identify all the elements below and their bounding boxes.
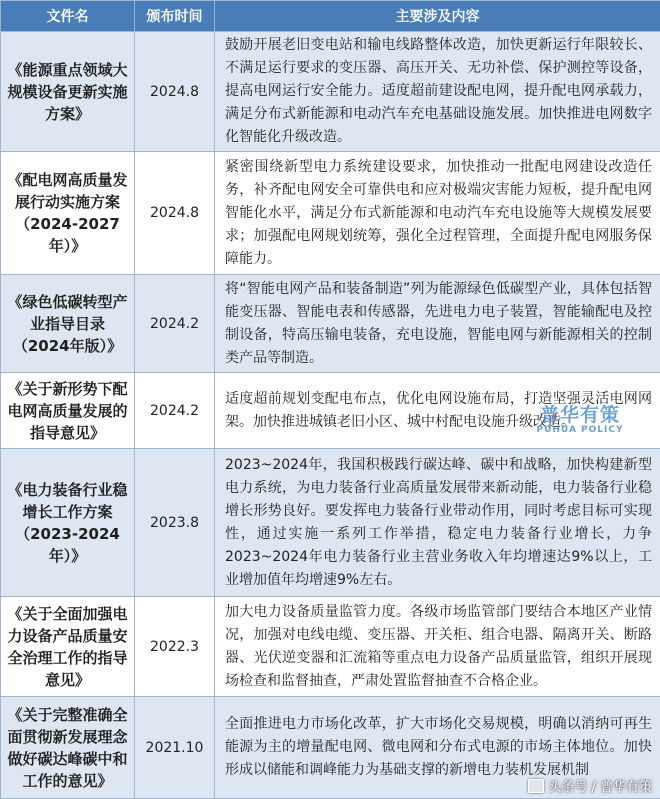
- row-file-name: 《配电网高质量发展行动实施方案（2024-2027年）》: [1, 152, 135, 275]
- table-row: [1, 597, 660, 697]
- table-header-row: [1, 1, 660, 32]
- brand-watermark-cn: 普华有策: [539, 404, 620, 426]
- header-content: 主要涉及内容: [215, 1, 660, 32]
- row-file-name: 《电力装备行业稳增长工作方案（2023-2024年）》: [1, 449, 135, 597]
- row-file-name: 《关于全面加强电力设备产品质量安全治理工作的指导意见》: [1, 597, 135, 697]
- row-date: 2022.3: [135, 597, 215, 697]
- row-date: 2024.2: [135, 275, 215, 373]
- row-date: 2024.2: [135, 373, 215, 449]
- row-file-name: 《关于完整准确全面贯彻新发展理念做好碳达峰碳中和工作的意见》: [1, 697, 135, 799]
- table-row: [1, 275, 660, 373]
- brand-watermark-en: PUHUA POLICY: [536, 425, 624, 435]
- header-date: 颁布时间: [135, 1, 215, 32]
- table-row: [1, 152, 660, 275]
- row-content: 紧密围绕新型电力系统建设要求，加快推动一批配电网建设改造任务，补齐配电网安全可靠供电和应对极端灾害能力短板，提升配电网智能化水平，满足分布式新能源和电动汽车充电设施等大规模发展要求；加强配电网规划统筹，强化全过程管理，全面提升配电网服务保障能力。: [215, 152, 660, 275]
- row-content: 将“智能电网产品和装备制造”列为能源绿色低碳型产业，具体包括智能变压器、智能电表和传感器，先进电力电子装置，智能输配电及控制设备，特高压输电装备，充电设施，智能电网与新能源相关的控制类产品等制造。: [215, 275, 660, 373]
- row-content: 适度超前规划变配电布点，优化电网设施布局，打造坚强灵活电网网架。加快推进城镇老旧小区、城中村配电设施升级改造。: [215, 373, 660, 449]
- row-file-name: 《关于新形势下配电网高质量发展的指导意见》: [1, 373, 135, 449]
- row-content: 鼓励开展老旧变电站和输电线路整体改造，加快更新运行年限较长、不满足运行要求的变压器、高压开关、无功补偿、保护测控等设备，提高电网运行安全能力。适度超前建设配电网，提升配电网承载力，满足分布式新能源和电动汽车充电基础设施发展。加快推进电网数字化智能化升级改造。: [215, 32, 660, 152]
- row-date: 2021.10: [135, 697, 215, 799]
- table-row: [1, 32, 660, 152]
- row-file-name: 《绿色低碳转型产业指导目录（2024年版）》: [1, 275, 135, 373]
- row-content: 加大电力设备质量监管力度。各级市场监管部门要结合本地区产业情况，加强对电线电缆、变压器、开关柜、组合电器、隔离开关、断路器、光伏逆变器和汇流箱等重点电力设备产品质量监管，组织开展现场检查和监督抽查，严肃处置监督抽查不合格企业。: [215, 597, 660, 697]
- toutiao-logo-icon: [528, 779, 544, 793]
- row-content: 全面推进电力市场化改革，扩大市场化交易规模，明确以消纳可再生能源为主的增量配电网、微电网和分布式电源的市场主体地位。加快形成以储能和调峰能力为基础支撑的新增电力装机发展机制: [215, 697, 660, 799]
- header-file-name: 文件名: [1, 1, 135, 32]
- row-file-name: 《能源重点领域大规模设备更新实施方案》: [1, 32, 135, 152]
- corner-watermark-text: 头条号 / 普华有策: [548, 780, 652, 795]
- row-date: 2024.8: [135, 32, 215, 152]
- table-row: [1, 449, 660, 597]
- row-date: 2024.8: [135, 152, 215, 275]
- row-content: 2023~2024年，我国积极践行碳达峰、碳中和战略，加快构建新型电力系统，为电力装备行业高质量发展带来新动能，电力装备行业稳增长形势良好。要发挥电力装备行业带动作用，同时考虑目标可实现性，通过实施一系列工作举措，稳定电力装备行业增长，力争2023~2024年电力装备行业主营业务收入年均增速达9%以上，工业增加值年均增速9%左右。: [215, 449, 660, 597]
- row-date: 2023.8: [135, 449, 215, 597]
- corner-watermark: [528, 776, 652, 795]
- table-row: [1, 373, 660, 449]
